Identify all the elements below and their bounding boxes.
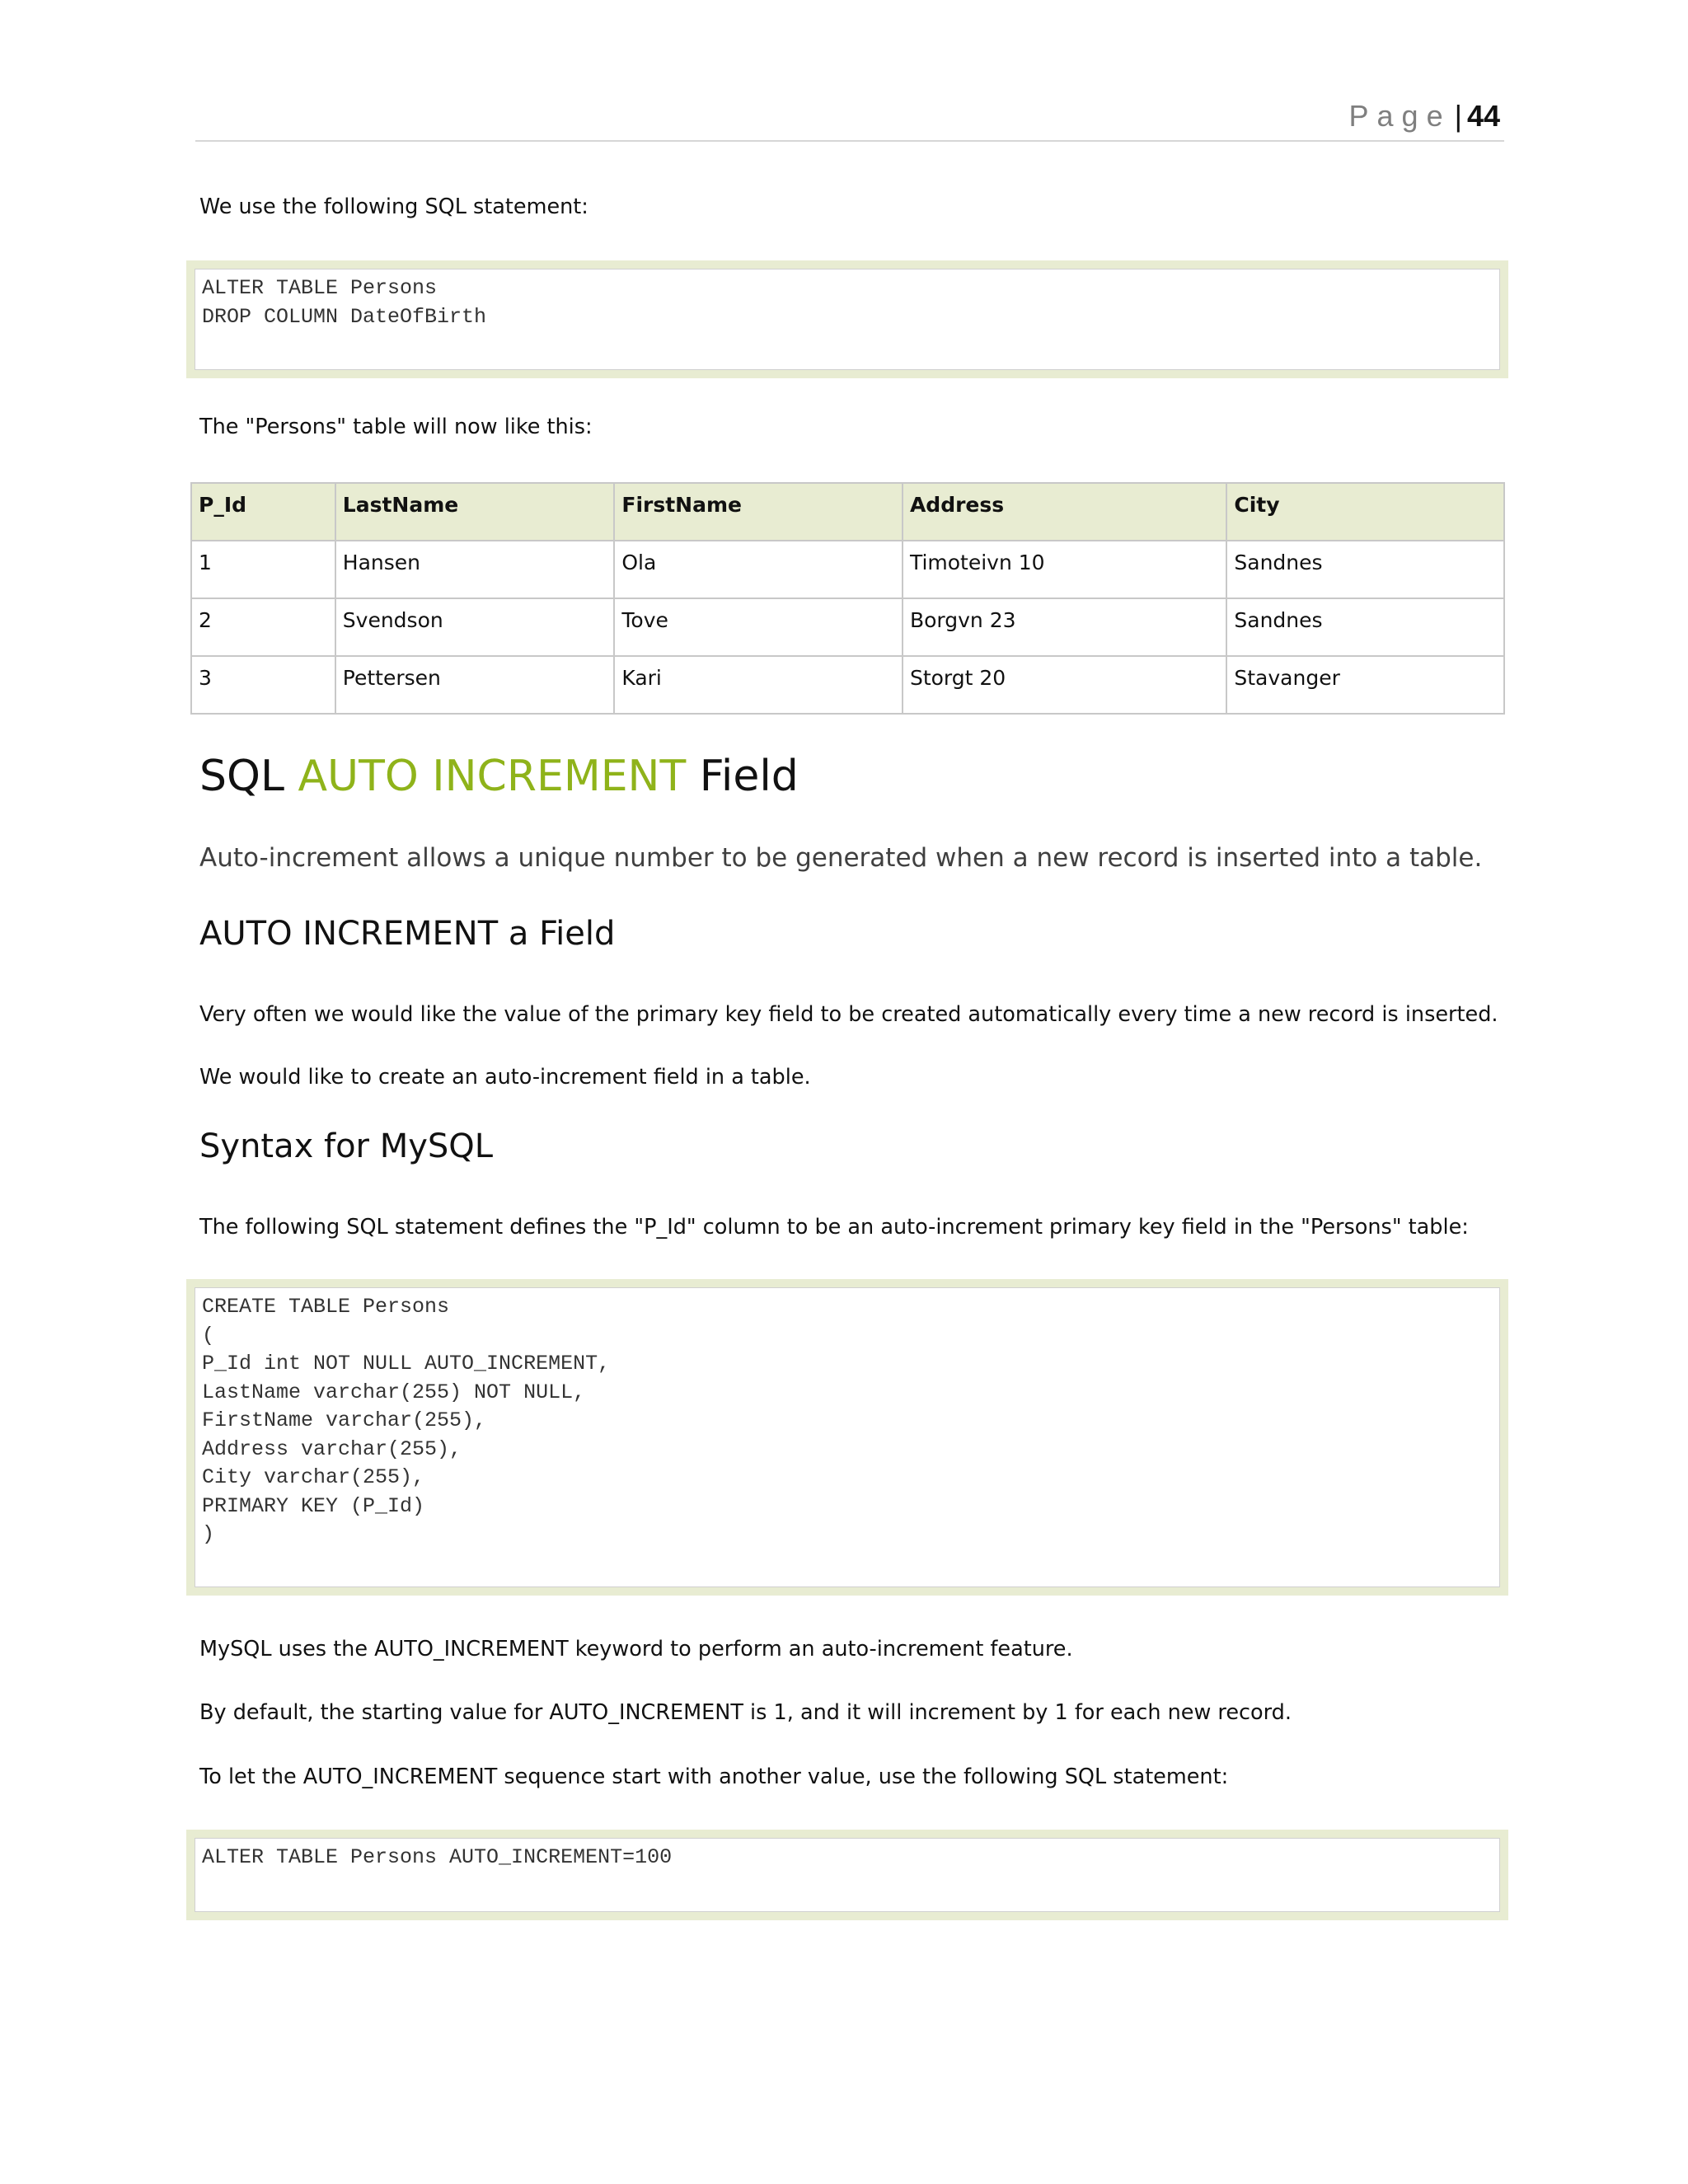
column-header: LastName (335, 483, 615, 541)
paragraph: To let the AUTO_INCREMENT sequence start with another value, use the following SQL statement: (199, 1765, 1229, 1789)
column-header: Address (903, 483, 1226, 541)
table-cell: Storgt 20 (903, 656, 1226, 714)
code-block-create-table (186, 1279, 1508, 1596)
code-block-inner (195, 1287, 1500, 1587)
page-separator: | (1454, 99, 1462, 133)
code-block-drop-column (186, 260, 1508, 378)
section-title-accent: AUTO INCREMENT (298, 752, 687, 801)
code-block-alter-table (186, 1830, 1508, 1920)
paragraph: By default, the starting value for AUTO_INCREMENT is 1, and it will increment by 1 for each new record. (199, 1700, 1292, 1725)
table-cell: 2 (191, 598, 335, 656)
table-row (191, 541, 1504, 598)
page-number: 44 (1466, 99, 1500, 133)
section-title-prefix: SQL (199, 752, 284, 801)
paragraph: We would like to create an auto-increment field in a table. (199, 1065, 811, 1090)
code-text: CREATE TABLE Persons ( P_Id int NOT NULL AUTO_INCREMENT, LastName varchar(255) NOT NULL, FirstName varchar(255), Address varchar(255), City varchar(255), PRIMARY KEY (P_Id) ) (202, 1295, 611, 1546)
code-block-inner (195, 269, 1500, 370)
column-header: FirstName (614, 483, 903, 541)
table-cell: Timoteivn 10 (903, 541, 1226, 598)
column-header: City (1226, 483, 1504, 541)
code-block-inner (195, 1838, 1500, 1912)
table-cell: Sandnes (1226, 598, 1504, 656)
table-cell: Kari (614, 656, 903, 714)
table-header-row (191, 483, 1504, 541)
table-row (191, 598, 1504, 656)
intro-statement: We use the following SQL statement: (199, 194, 588, 219)
paragraph: MySQL uses the AUTO_INCREMENT keyword to perform an auto-increment feature. (199, 1637, 1073, 1661)
table-cell: 3 (191, 656, 335, 714)
table-cell: Sandnes (1226, 541, 1504, 598)
page-header (195, 99, 1504, 142)
table-cell: Ola (614, 541, 903, 598)
paragraph: The following SQL statement defines the "P_Id" column to be an auto-increment primary key field in the "Persons" table: (199, 1215, 1469, 1240)
table-row (191, 656, 1504, 714)
code-text: ALTER TABLE Persons DROP COLUMN DateOfBirth (202, 276, 487, 329)
page-number-label (1349, 99, 1500, 134)
column-header: P_Id (191, 483, 335, 541)
table-cell: Pettersen (335, 656, 615, 714)
table-caption: The "Persons" table will now like this: (199, 415, 593, 439)
table-cell: Stavanger (1226, 656, 1504, 714)
paragraph: Very often we would like the value of the primary key field to be created automatically every time a new record is inserted. (199, 1002, 1498, 1027)
table-cell: 1 (191, 541, 335, 598)
section-title-suffix: Field (699, 752, 799, 801)
section-title (199, 752, 802, 801)
table-cell: Borgvn 23 (903, 598, 1226, 656)
subsection-title: AUTO INCREMENT a Field (199, 915, 616, 953)
section-intro: Auto-increment allows a unique number to be generated when a new record is inserted into a table. (199, 843, 1483, 873)
table-cell: Tove (614, 598, 903, 656)
page-word: Page (1348, 99, 1451, 133)
syntax-title: Syntax for MySQL (199, 1127, 494, 1165)
table-cell: Hansen (335, 541, 615, 598)
table-cell: Svendson (335, 598, 615, 656)
code-text: ALTER TABLE Persons AUTO_INCREMENT=100 (202, 1845, 673, 1869)
persons-table (190, 482, 1505, 715)
